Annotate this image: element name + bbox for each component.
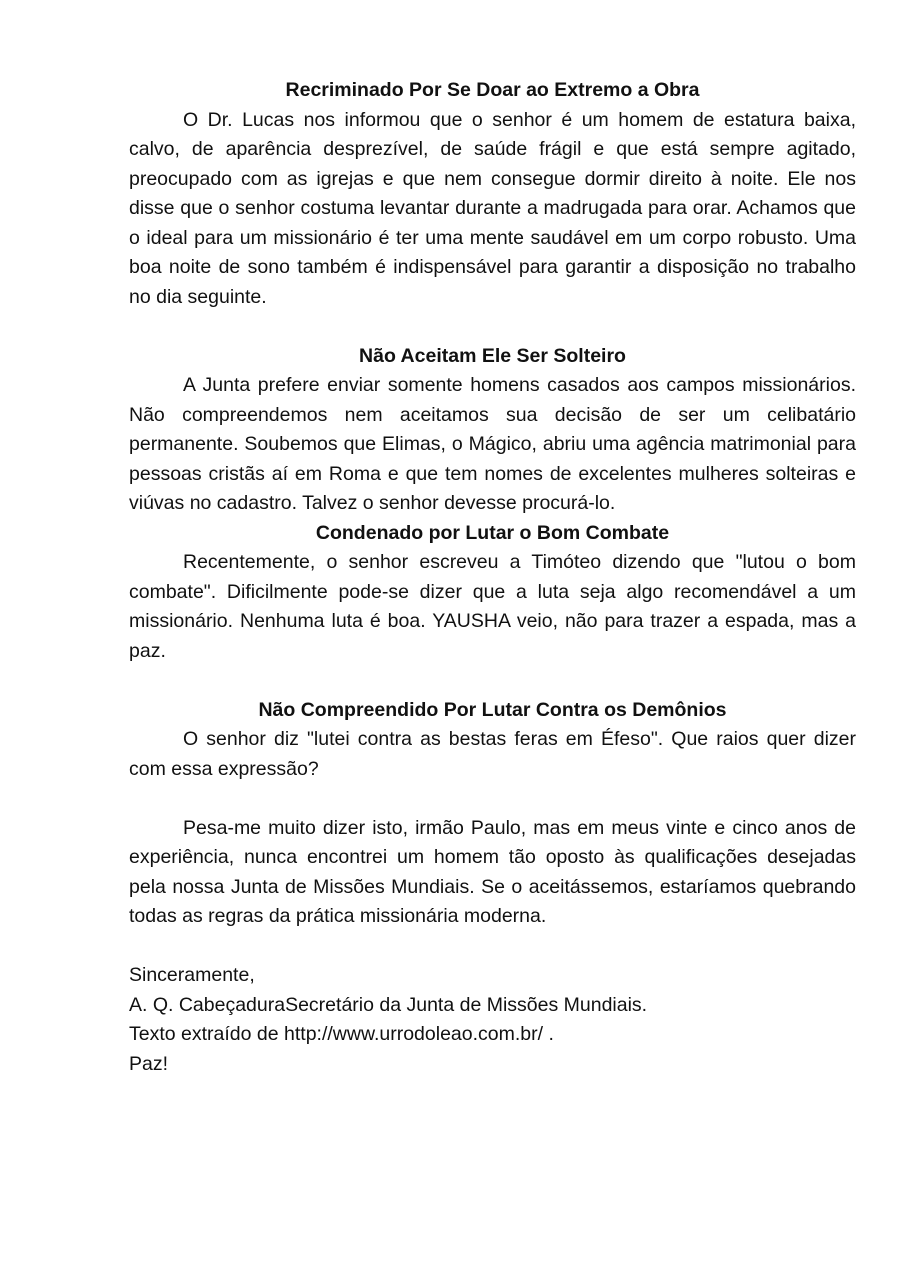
closing-paragraph: Pesa-me muito dizer isto, irmão Paulo, mas em meus vinte e cinco anos de experiência, nunca encontrei um homem tão oposto às qualificações desejadas pela nossa Junta de Missões Mundiais. Se o aceitássemos, estaríamos quebrando todas as regras da prática missionária moderna. (129, 816, 856, 927)
section-heading-bom-combate: Condenado por Lutar o Bom Combate (315, 521, 670, 544)
section-heading-solteiro: Não Aceitam Ele Ser Solteiro (359, 344, 626, 367)
spacer (129, 784, 856, 814)
signature-source-line: Texto extraído de http://www.urrodoleao.com.br/ . (129, 1023, 554, 1045)
section-paragraph-recriminado: O Dr. Lucas nos informou que o senhor é um homem de estatura baixa, calvo, de aparência desprezível, de saúde frágil e que está sempre agitado, preocupado com as igrejas e que nem consegue dormir direito à noite. Ele nos disse que o senhor costuma levantar durante a madrugada para orar. Achamos que o ideal para um missionário é ter uma mente saudável em um corpo robusto. Uma boa noite de sono também é indispensável para garantir a disposição no trabalho no dia seguinte. (129, 108, 856, 308)
section-paragraph-solteiro: A Junta prefere enviar somente homens casados aos campos missionários. Não compreendemos nem aceitamos sua decisão de ser um celibatário permanente. Soubemos que Elimas, o Mágico, abriu uma agência matrimonial para pessoas cristãs aí em Roma e que tem nomes de excelentes mulheres solteiras e viúvas no cadastro. Talvez o senhor devesse procurá-lo. (129, 374, 856, 514)
signature-farewell: Paz! (129, 1052, 169, 1075)
document-page (129, 76, 856, 1079)
signature-salutation: Sinceramente, (129, 964, 255, 986)
section-paragraph-demonios: O senhor diz "lutei contra as bestas feras em Éfeso". Que raios quer dizer com essa expressão? (129, 728, 856, 780)
section-heading-demonios: Não Compreendido Por Lutar Contra os Demônios (258, 698, 727, 721)
section-heading-recriminado: Recriminado Por Se Doar ao Extremo a Obra (285, 79, 700, 101)
section-paragraph-bom-combate: Recentemente, o senhor escreveu a Timóteo dizendo que "lutou o bom combate". Dificilmente pode-se dizer que a luta seja algo recomendável a um missionário. Nenhuma luta é boa. YAUSHA veio, não para trazer a espada, mas a paz. (129, 551, 856, 662)
signature-name-line: A. Q. CabeçaduraSecretário da Junta de Missões Mundiais. (129, 993, 648, 1016)
spacer (129, 312, 856, 342)
spacer (129, 666, 856, 696)
spacer (129, 932, 856, 962)
